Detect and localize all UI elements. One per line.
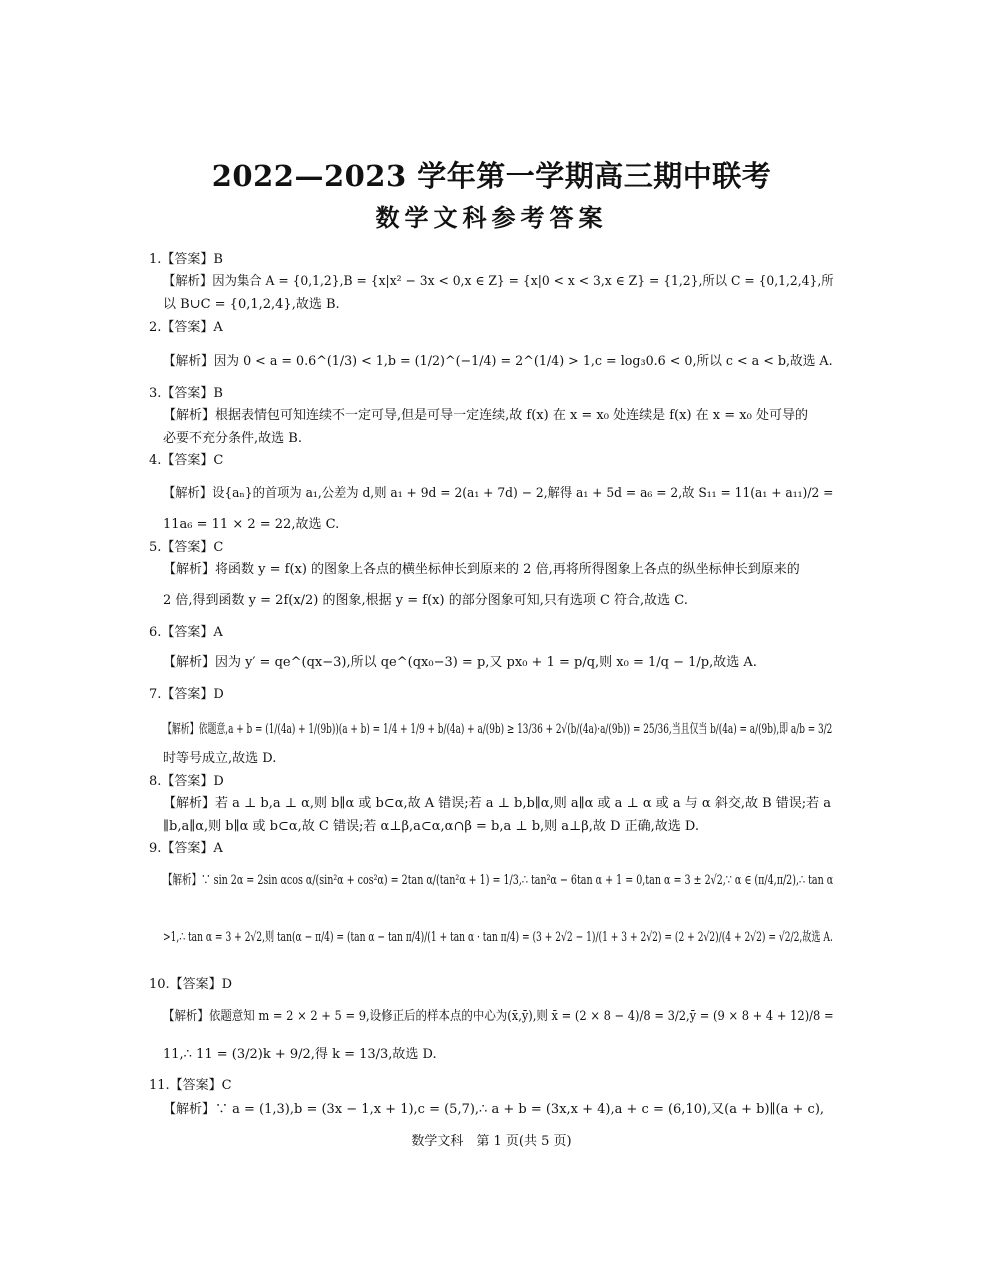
answer-line: 10.【答案】D <box>149 977 233 992</box>
answer-line: 8.【答案】D <box>149 774 224 789</box>
answer-line: 3.【答案】B <box>149 386 223 401</box>
answer-line: 1.【答案】B <box>149 252 223 267</box>
explanation-line: 11,∴ 11 = (3/2)k + 9/2,得 k = 13/3,故选 D. <box>163 1047 437 1062</box>
explanation-line: 必要不充分条件,故选 B. <box>163 431 302 446</box>
explanation-line: 【解析】∵ sin 2α = 2sin αcos α/(sin²α + cos²α) = 2tan α/(tan²α + 1) = 1/3,∴ tan²α − 6tan α + 1 = 0,tan α = 3 ± 2√2,∵ α ∈ (π/4,π/2),∴ tan α <box>163 873 834 888</box>
explanation-line: 【解析】根据表情包可知连续不一定可导,但是可导一定连续,故 f(x) 在 x = x₀ 处连续是 f(x) 在 x = x₀ 处可导的 <box>163 408 808 423</box>
answer-line: 6.【答案】A <box>149 625 223 640</box>
explanation-line: 【解析】因为 y′ = qe^(qx−3),所以 qe^(qx₀−3) = p,又 px₀ + 1 = p/q,则 x₀ = 1/q − 1/p,故选 A. <box>163 655 757 670</box>
answer-line: 7.【答案】D <box>149 687 224 702</box>
answer-line: 2.【答案】A <box>149 320 223 335</box>
answer-line: 4.【答案】C <box>149 453 224 468</box>
explanation-line: 【解析】依题意,a + b = (1/(4a) + 1/(9b))(a + b) = 1/4 + 1/9 + b/(4a) + a/(9b) ≥ 13/36 + 2√(b/(4a)·a/(9b)) = 25/36,当且仅当 b/(4a) = a/(9b),即 a/b = 3/2 <box>163 722 833 737</box>
explanation-line: 【解析】依题意知 m = 2 × 2 + 5 = 9,设修正后的样本点的中心为(x̄,ȳ),则 x̄ = (2 × 8 − 4)/8 = 3/2,ȳ = (9 × 8 + 4 + 12)/8 = <box>163 1009 834 1024</box>
explanation-line: 11a₆ = 11 × 2 = 22,故选 C. <box>163 517 340 532</box>
explanation-line: 【解析】设{aₙ}的首项为 a₁,公差为 d,则 a₁ + 9d = 2(a₁ + 7d) − 2,解得 a₁ + 5d = a₆ = 2,故 S₁₁ = 11(a₁ + a₁₁)/2 = <box>163 486 834 501</box>
explanation-line: >1,∴ tan α = 3 + 2√2,则 tan(α − π/4) = (tan α − tan π/4)/(1 + tan α · tan π/4) = (3 + 2√2 − 1)/(1 + 3 + 2√2) = (2 + 2√2)/(4 + 2√2) = √2/2,故选 A. <box>163 930 833 945</box>
explanation-line: 【解析】若 a ⊥ b,a ⊥ α,则 b∥α 或 b⊂α,故 A 错误;若 a ⊥ b,b∥α,则 a∥α 或 a ⊥ α 或 a 与 α 斜交,故 B 错误;若 a <box>163 796 832 811</box>
explanation-line: 时等号成立,故选 D. <box>163 751 277 766</box>
explanation-line: 以 B∪C = {0,1,2,4},故选 B. <box>163 297 340 312</box>
explanation-line: 【解析】因为 0 < a = 0.6^(1/3) < 1,b = (1/2)^(−1/4) = 2^(1/4) > 1,c = log₃0.6 < 0,所以 c < a < b,故选 A. <box>163 354 833 369</box>
explanation-line: 【解析】因为集合 A = {0,1,2},B = {x|x² − 3x < 0,x ∈ Z} = {x|0 < x < 3,x ∈ Z} = {1,2},所以 C = {0,1,2,4},所 <box>163 274 834 289</box>
answer-line: 5.【答案】C <box>149 540 224 555</box>
explanation-line: 【解析】∵ a = (1,3),b = (3x − 1,x + 1),c = (5,7),∴ a + b = (3x,x + 4),a + c = (6,10),又(a + b)∥(a + c), <box>163 1102 825 1117</box>
answer-line: 11.【答案】C <box>149 1078 232 1093</box>
page-title: 2022—2023 学年第一学期高三期中联考 <box>211 159 772 193</box>
answer-line: 9.【答案】A <box>149 841 223 856</box>
explanation-line: 【解析】将函数 y = f(x) 的图象上各点的横坐标伸长到原来的 2 倍,再将所得图象上各点的纵坐标伸长到原来的 <box>163 562 800 577</box>
explanation-line: ∥b,a∥α,则 b∥α 或 b⊂α,故 C 错误;若 α⊥β,a⊂α,α∩β = b,a ⊥ b,则 a⊥β,故 D 正确,故选 D. <box>163 819 699 834</box>
explanation-line: 2 倍,得到函数 y = 2f(x/2) 的图象,根据 y = f(x) 的部分图象可知,只有选项 C 符合,故选 C. <box>163 593 688 608</box>
page-subtitle: 数学文科参考答案 <box>375 204 608 232</box>
page-footer: 数学文科 第 1 页(共 5 页) <box>411 1134 572 1149</box>
